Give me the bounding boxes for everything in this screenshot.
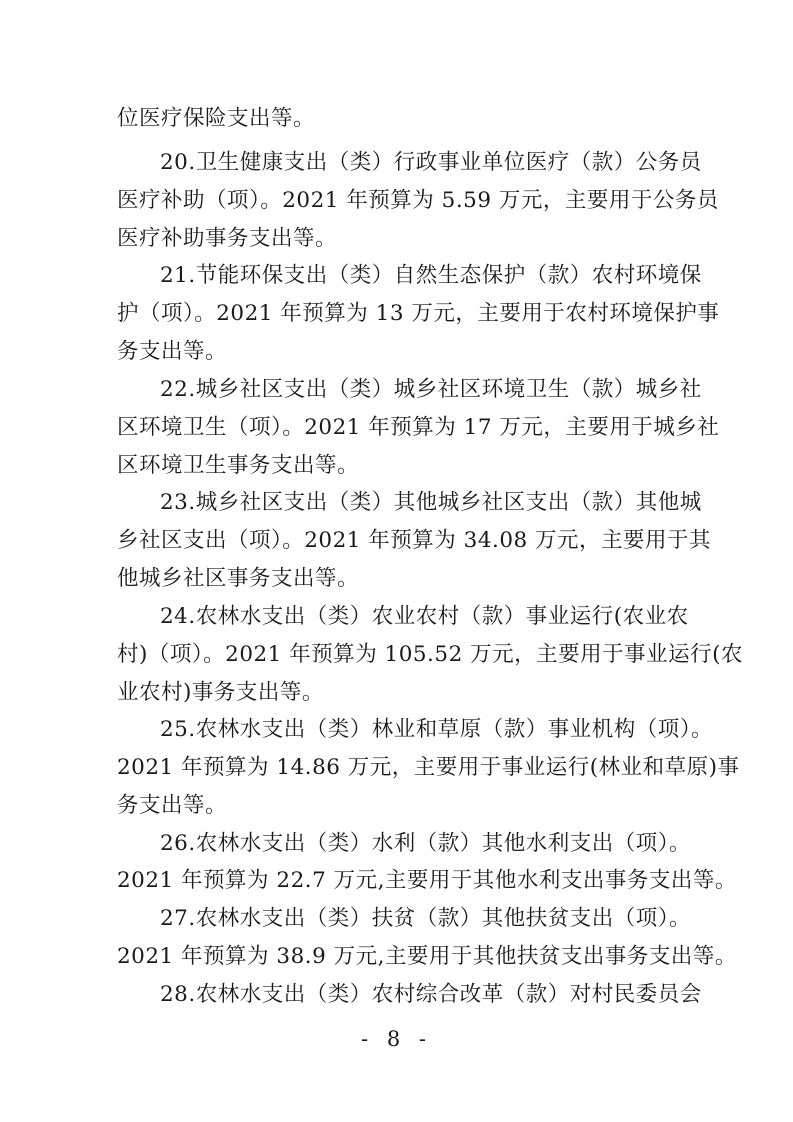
text-line: 护（项）。2021 年预算为 13 万元，主要用于农村环境保护事: [117, 301, 720, 326]
text-line: 业农村)事务支出等。: [117, 680, 324, 705]
text-line: 20.卫生健康支出（类）行政事业单位医疗（款）公务员: [160, 150, 702, 175]
text-line: 24.农林水支出（类）农业农村（款）事业运行(农业农: [160, 604, 689, 629]
text-line: 位医疗保险支出等。: [117, 106, 316, 131]
text-line: 22.城乡社区支出（类）城乡社区环境卫生（款）城乡社: [160, 377, 702, 402]
text-line: 务支出等。: [117, 793, 228, 818]
text-line: 乡社区支出（项）。2021 年预算为 34.08 万元，主要用于其: [117, 528, 712, 553]
text-line: 25.农林水支出（类）林业和草原（款）事业机构（项）。: [160, 717, 713, 742]
text-line: 村)（项）。2021 年预算为 105.52 万元，主要用于事业运行(农: [117, 642, 743, 667]
text-line: 他城乡社区事务支出等。: [117, 566, 360, 591]
text-line: 务支出等。: [117, 339, 228, 364]
text-line: 21.节能环保支出（类）自然生态保护（款）农村环境保: [160, 263, 702, 288]
text-line: 26.农林水支出（类）水利（款）其他水利支出（项）。: [160, 831, 691, 856]
text-line: 2021 年预算为 38.9 万元,主要用于其他扶贫支出事务支出等。: [117, 944, 737, 969]
text-line: 27.农林水支出（类）扶贫（款）其他扶贫支出（项）。: [160, 906, 691, 931]
text-line: 2021 年预算为 22.7 万元,主要用于其他水利支出事务支出等。: [117, 868, 737, 893]
text-line: 2021 年预算为 14.86 万元，主要用于事业运行(林业和草原)事: [117, 755, 740, 780]
text-line: 区环境卫生事务支出等。: [117, 453, 360, 478]
text-line: 区环境卫生（项）。2021 年预算为 17 万元，主要用于城乡社: [117, 415, 720, 440]
page-number: - 8 -: [361, 1027, 432, 1051]
text-line: 23.城乡社区支出（类）其他城乡社区支出（款）其他城: [160, 490, 702, 515]
text-line: 医疗补助（项）。2021 年预算为 5.59 万元，主要用于公务员: [117, 188, 719, 213]
text-line: 28.农林水支出（类）农村综合改革（款）对村民委员会: [160, 982, 702, 1007]
text-line: 医疗补助事务支出等。: [117, 226, 338, 251]
